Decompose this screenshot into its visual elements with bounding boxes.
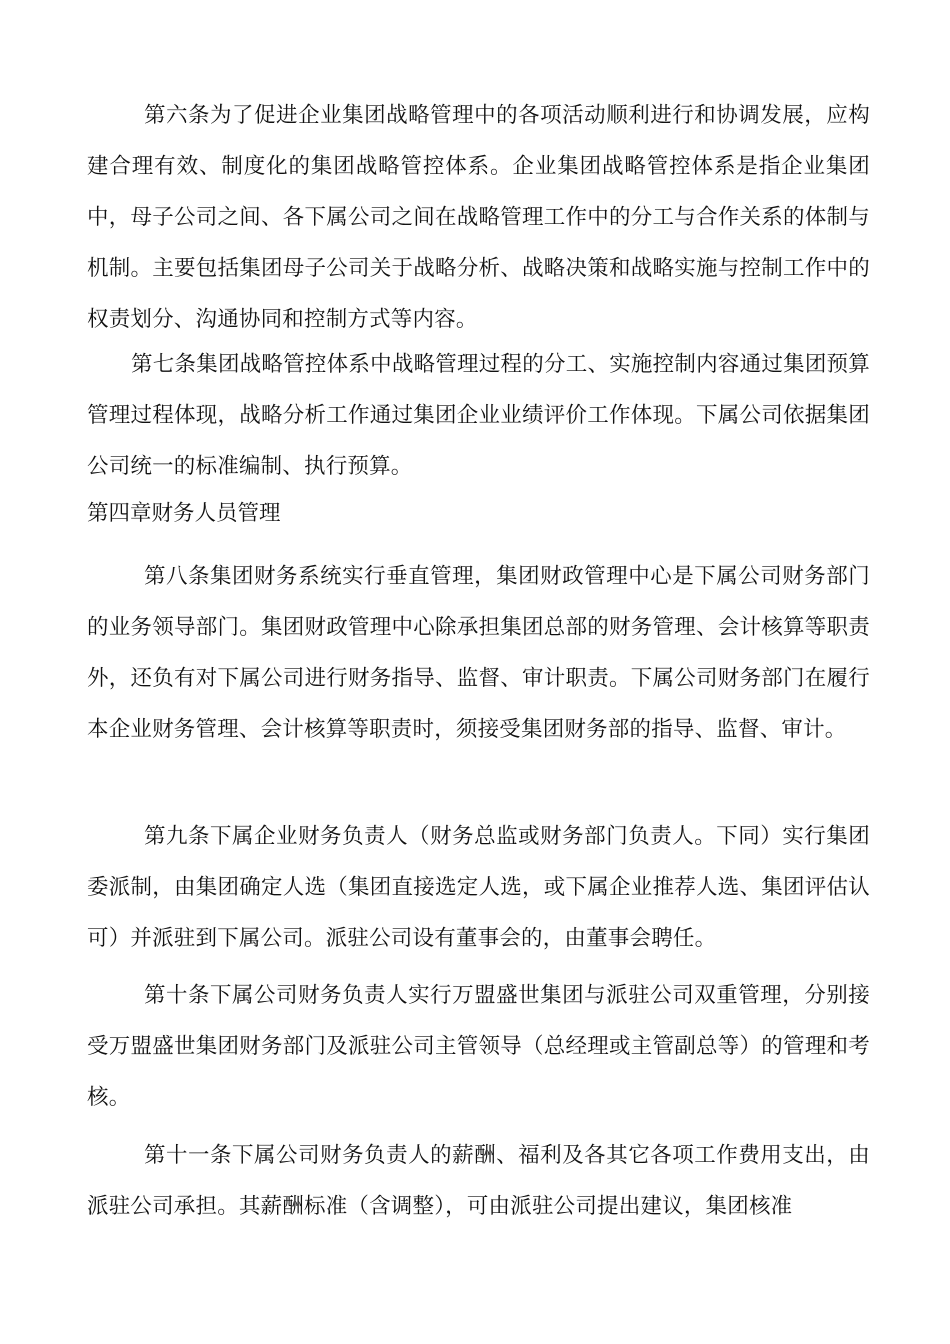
article-10-paragraph: 第十条下属公司财务负责人实行万盟盛世集团与派驻公司双重管理，分别接受万盟盛世集团财务部门及派驻公司主管领导（总经理或主管副总等）的管理和考核。 [87,983,870,1110]
article-9-paragraph: 第九条下属企业财务负责人（财务总监或财务部门负责人。下同）实行集团委派制，由集团确定人选（集团直接选定人选，或下属企业推荐人选、集团评估认可）并派驻到下属公司。派驻公司设有董事会的，由董事会聘任。 [87,824,870,951]
article-8-paragraph: 第八条集团财务系统实行垂直管理，集团财政管理中心是下属公司财务部门的业务领导部门。集团财政管理中心除承担集团总部的财务管理、会计核算等职责外，还负有对下属公司进行财务指导、监督、审计职责。下属公司财务部门在履行本企业财务管理、会计核算等职责时，须接受集团财务部的指导、监督、审计。 [87,564,870,742]
chapter-4-heading: 第四章财务人员管理 [87,501,281,526]
article-7-paragraph: 第七条集团战略管控体系中战略管理过程的分工、实施控制内容通过集团预算管理过程体现，战略分析工作通过集团企业业绩评价工作体现。下属公司依据集团公司统一的标准编制、执行预算。 [87,352,870,479]
article-6-paragraph: 第六条为了促进企业集团战略管理中的各项活动顺利进行和协调发展，应构建合理有效、制度化的集团战略管控体系。企业集团战略管控体系是指企业集团中，母子公司之间、各下属公司之间在战略管理工作中的分工与合作关系的体制与机制。主要包括集团母子公司关于战略分析、战略决策和战略实施与控制工作中的权责划分、沟通协同和控制方式等内容。 [87,103,870,332]
article-11-paragraph: 第十一条下属公司财务负责人的薪酬、福利及各其它各项工作费用支出，由派驻公司承担。其薪酬标准（含调整），可由派驻公司提出建议，集团核准 [87,1143,870,1219]
